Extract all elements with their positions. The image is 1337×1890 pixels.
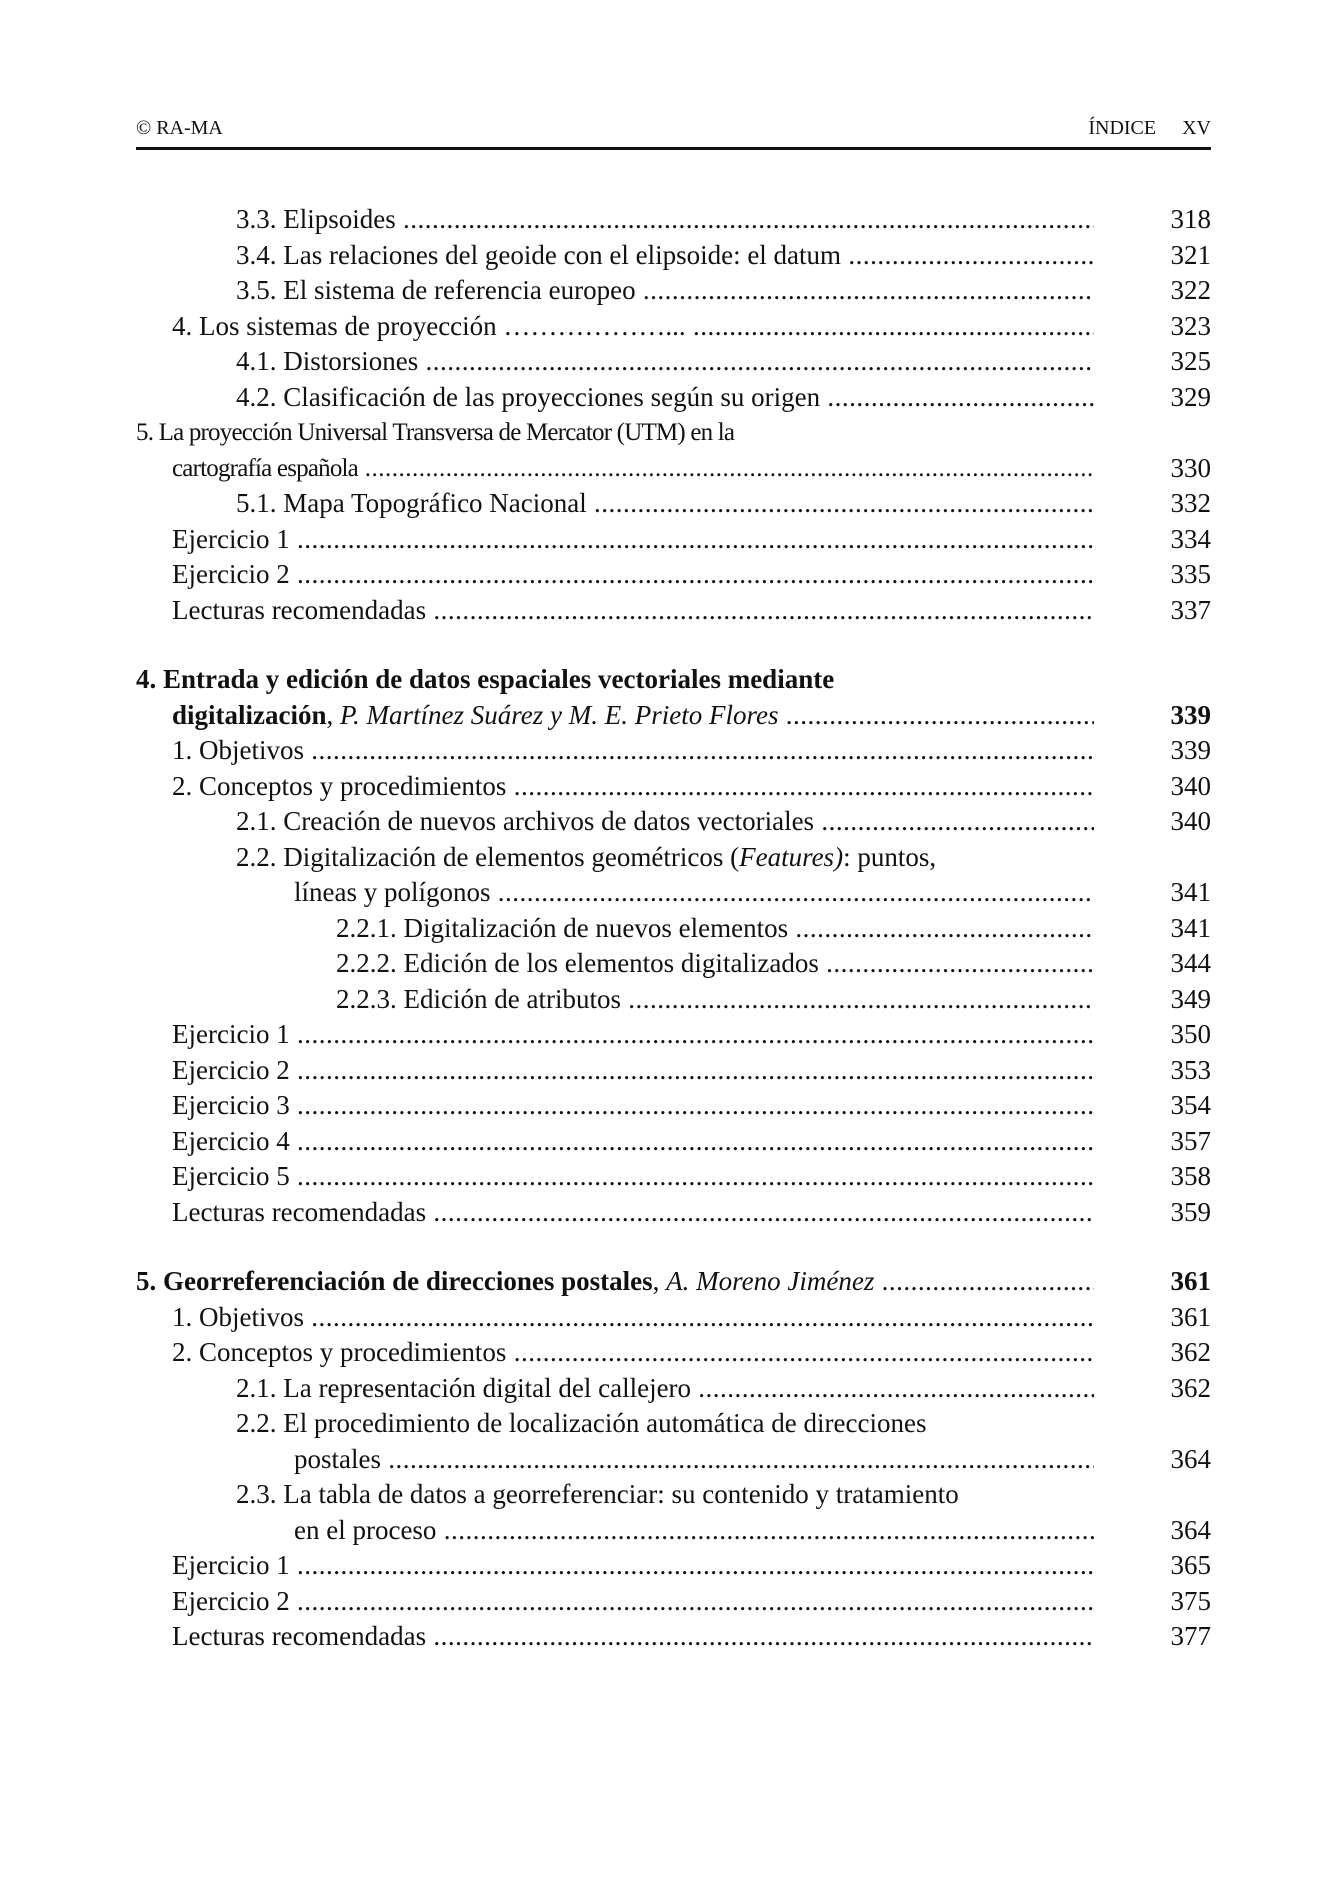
dot-leader	[814, 806, 1094, 836]
toc-entry-title: Lecturas recomendadas	[172, 1196, 427, 1227]
toc-chapter-entry	[136, 662, 1211, 698]
toc-entry	[136, 557, 1211, 593]
toc-page-number: 344	[1170, 948, 1211, 978]
toc-entry	[136, 1053, 1211, 1089]
toc-page-number: 339	[1170, 735, 1211, 765]
dot-leader	[788, 913, 1094, 943]
toc-page-number: 321	[1170, 239, 1211, 270]
toc-entry-title: 2.2. El procedimiento de localización automática de direcciones	[236, 1408, 927, 1438]
toc-entry-title: líneas y polígonos	[294, 877, 491, 907]
toc-page-number: 358	[1170, 1161, 1211, 1191]
toc-entry	[136, 946, 1211, 982]
toc-page-number: 330	[1170, 452, 1211, 483]
toc-entry	[136, 769, 1211, 805]
toc-entry	[136, 1513, 1211, 1549]
dot-leader	[304, 1302, 1094, 1332]
dot-leader	[290, 1055, 1094, 1085]
toc-page-number: 335	[1170, 559, 1211, 589]
dot-leader	[426, 1197, 1094, 1227]
toc-entry	[136, 1159, 1211, 1195]
toc-entry-title: Ejercicio 1	[172, 1550, 290, 1580]
toc-page-number: 325	[1170, 346, 1211, 376]
toc-entry-title: 3.3. Elipsoides	[236, 204, 396, 234]
toc-entry	[136, 415, 1211, 451]
toc-entry-title: Ejercicio 2	[172, 1054, 290, 1085]
dot-leader	[874, 1266, 1094, 1296]
toc-entry-title: 1. Objetivos	[172, 735, 304, 765]
toc-entry-title: cartografía española	[172, 454, 358, 482]
toc-entry	[136, 380, 1211, 416]
dot-leader	[304, 735, 1094, 765]
toc-entry-title: digitalización	[172, 699, 327, 730]
dot-leader	[290, 559, 1094, 589]
publisher-mark: © RA-MA	[136, 117, 223, 139]
toc-entry	[136, 238, 1211, 274]
toc-entry	[136, 344, 1211, 380]
toc-entry	[136, 840, 1211, 876]
toc-page-number: 337	[1170, 594, 1211, 625]
dot-leader	[290, 1161, 1094, 1191]
toc-page-number: 364	[1170, 1514, 1211, 1545]
toc-entry	[136, 593, 1211, 629]
toc-entry-title: Ejercicio 1	[172, 523, 290, 554]
toc-page-number: 361	[1170, 1266, 1211, 1296]
dot-leader	[290, 1586, 1094, 1616]
toc-page-number: 341	[1170, 877, 1211, 907]
toc-entry-title: Lecturas recomendadas	[172, 594, 427, 625]
toc-entry-title: 2.2.3. Edición de atributos	[336, 983, 621, 1014]
toc-entry-title: postales	[294, 1443, 381, 1474]
dot-leader	[436, 1515, 1094, 1545]
table-of-contents	[136, 202, 1211, 1655]
chapter-gap	[136, 628, 1211, 662]
toc-page-number: 354	[1170, 1090, 1211, 1120]
toc-entry	[136, 486, 1211, 522]
toc-entry-emphasis: Features)	[739, 841, 844, 872]
toc-page-number: 334	[1170, 523, 1211, 554]
toc-entry	[136, 1088, 1211, 1124]
toc-page-number: 332	[1170, 488, 1211, 518]
toc-page-number: 362	[1170, 1337, 1211, 1367]
toc-entry-title: 4. Los sistemas de proyección ………………...	[172, 310, 686, 341]
dot-leader	[819, 948, 1094, 978]
dot-leader	[396, 204, 1094, 234]
dot-leader	[418, 346, 1094, 376]
toc-entry-title: 3.4. Las relaciones del geoide con el elipsoide: el datum	[236, 239, 842, 270]
toc-entry-title: 4.2. Clasificación de las proyecciones según su origen	[236, 381, 821, 412]
dot-leader	[381, 1444, 1094, 1474]
toc-entry-title: 5. La proyección Universal Transversa de Mercator (UTM) en la	[136, 419, 735, 446]
dot-leader	[358, 455, 1094, 482]
page-number: XV	[1182, 117, 1211, 139]
dot-leader	[426, 595, 1094, 625]
dot-leader	[636, 275, 1094, 305]
toc-page-number: 340	[1170, 770, 1211, 801]
toc-entry-title: 4. Entrada y edición de datos espaciales vectoriales mediante	[136, 664, 835, 694]
toc-page-number: 340	[1170, 806, 1211, 836]
toc-entry	[136, 1442, 1211, 1478]
toc-entry	[136, 1124, 1211, 1160]
toc-entry-author: A. Moreno Jiménez	[666, 1266, 875, 1296]
dot-leader	[491, 877, 1095, 907]
toc-entry-title: 2. Conceptos y procedimientos	[172, 1337, 507, 1367]
toc-page-number: 318	[1170, 204, 1211, 234]
toc-entry-title: 3.5. El sistema de referencia europeo	[236, 275, 636, 305]
toc-entry	[136, 273, 1211, 309]
toc-entry-title: 1. Objetivos	[172, 1301, 304, 1332]
dot-leader	[506, 1337, 1094, 1367]
toc-entry-title: 2.2. Digitalización de elementos geométricos (	[236, 841, 740, 872]
toc-entry	[136, 982, 1211, 1018]
toc-entry	[136, 911, 1211, 947]
dot-leader	[290, 1550, 1094, 1580]
dot-leader	[290, 1090, 1094, 1120]
dot-leader	[778, 700, 1094, 730]
toc-entry-title: 2.1. Creación de nuevos archivos de datos vectoriales	[236, 806, 815, 836]
section-title: ÍNDICE	[1088, 117, 1157, 139]
toc-entry-title: Ejercicio 2	[172, 559, 290, 589]
dot-leader	[506, 771, 1094, 801]
header-right	[1088, 117, 1211, 140]
toc-page-number: 361	[1170, 1301, 1211, 1332]
toc-entry-title: 2.2.1. Digitalización de nuevos elementos	[336, 912, 789, 943]
toc-entry-title: 2.2.2. Edición de los elementos digitalizados	[336, 948, 819, 978]
toc-entry	[136, 1300, 1211, 1336]
toc-entry	[136, 1548, 1211, 1584]
chapter-gap	[136, 1230, 1211, 1264]
toc-page-number: 357	[1170, 1125, 1211, 1156]
toc-page-number: 375	[1170, 1585, 1211, 1616]
toc-entry-title: en el proceso	[294, 1514, 437, 1545]
toc-page-number: 341	[1170, 912, 1211, 943]
dot-leader	[426, 1621, 1094, 1651]
toc-page-number: 362	[1170, 1372, 1211, 1403]
dot-leader	[691, 1373, 1094, 1403]
toc-entry	[136, 309, 1211, 345]
toc-entry: digitalización, P. Martínez Suárez y M. E. Prieto Flores ..... 339	[136, 698, 1211, 734]
toc-entry-author: P. Martínez Suárez y M. E. Prieto Flores	[340, 699, 779, 730]
dot-leader	[621, 984, 1094, 1014]
toc-page-number: 353	[1170, 1054, 1211, 1085]
toc-entry-title: Ejercicio 2	[172, 1585, 290, 1616]
dot-leader	[290, 1126, 1094, 1156]
toc-entry	[136, 804, 1211, 840]
toc-entry-title: Ejercicio 1	[172, 1019, 290, 1049]
dot-leader	[841, 240, 1094, 270]
toc-page-number: 339	[1170, 699, 1211, 730]
toc-entry-title: Lecturas recomendadas	[172, 1621, 427, 1651]
toc-entry	[136, 1017, 1211, 1053]
toc-page-number: 350	[1170, 1019, 1211, 1049]
toc-entry	[136, 1619, 1211, 1655]
toc-page-number: 329	[1170, 381, 1211, 412]
toc-page-number: 365	[1170, 1550, 1211, 1580]
toc-entry	[136, 1195, 1211, 1231]
toc-entry	[136, 1371, 1211, 1407]
toc-entry-title-tail: : puntos,	[843, 841, 937, 872]
toc-entry	[136, 522, 1211, 558]
toc-page-number: 364	[1170, 1443, 1211, 1474]
toc-entry-title: Ejercicio 4	[172, 1125, 290, 1156]
toc-page-number: 349	[1170, 983, 1211, 1014]
toc-entry	[136, 1406, 1211, 1442]
running-header	[136, 117, 1211, 150]
toc-entry	[136, 1477, 1211, 1513]
toc-entry-title: Ejercicio 3	[172, 1090, 290, 1120]
dot-leader	[290, 1019, 1094, 1049]
toc-entry-title: 5.1. Mapa Topográfico Nacional	[236, 488, 587, 518]
dot-leader	[290, 524, 1094, 554]
toc-entry-title: 2. Conceptos y procedimientos	[172, 770, 507, 801]
toc-entry	[136, 1335, 1211, 1371]
toc-entry	[136, 1584, 1211, 1620]
toc-entry	[136, 451, 1211, 487]
toc-chapter-entry: 5. Georreferenciación de direcciones postales, A. Moreno Jiménez ..... 361	[136, 1264, 1211, 1300]
toc-entry-title: Ejercicio 5	[172, 1161, 290, 1191]
dot-leader	[587, 488, 1094, 518]
toc-entry-title: 5. Georreferenciación de direcciones postales	[136, 1266, 653, 1296]
toc-page-number: 322	[1170, 275, 1211, 305]
toc-page-number: 323	[1170, 310, 1211, 341]
dot-leader	[686, 311, 1094, 341]
toc-entry	[136, 875, 1211, 911]
toc-entry-title: 2.1. La representación digital del callejero	[236, 1372, 692, 1403]
toc-page-number: 359	[1170, 1196, 1211, 1227]
dot-leader	[820, 382, 1094, 412]
toc-entry-title: 2.3. La tabla de datos a georreferenciar: su contenido y tratamiento	[236, 1479, 959, 1509]
toc-page-number: 377	[1170, 1621, 1211, 1651]
toc-entry	[136, 202, 1211, 238]
toc-entry-title: 4.1. Distorsiones	[236, 346, 419, 376]
toc-entry	[136, 733, 1211, 769]
